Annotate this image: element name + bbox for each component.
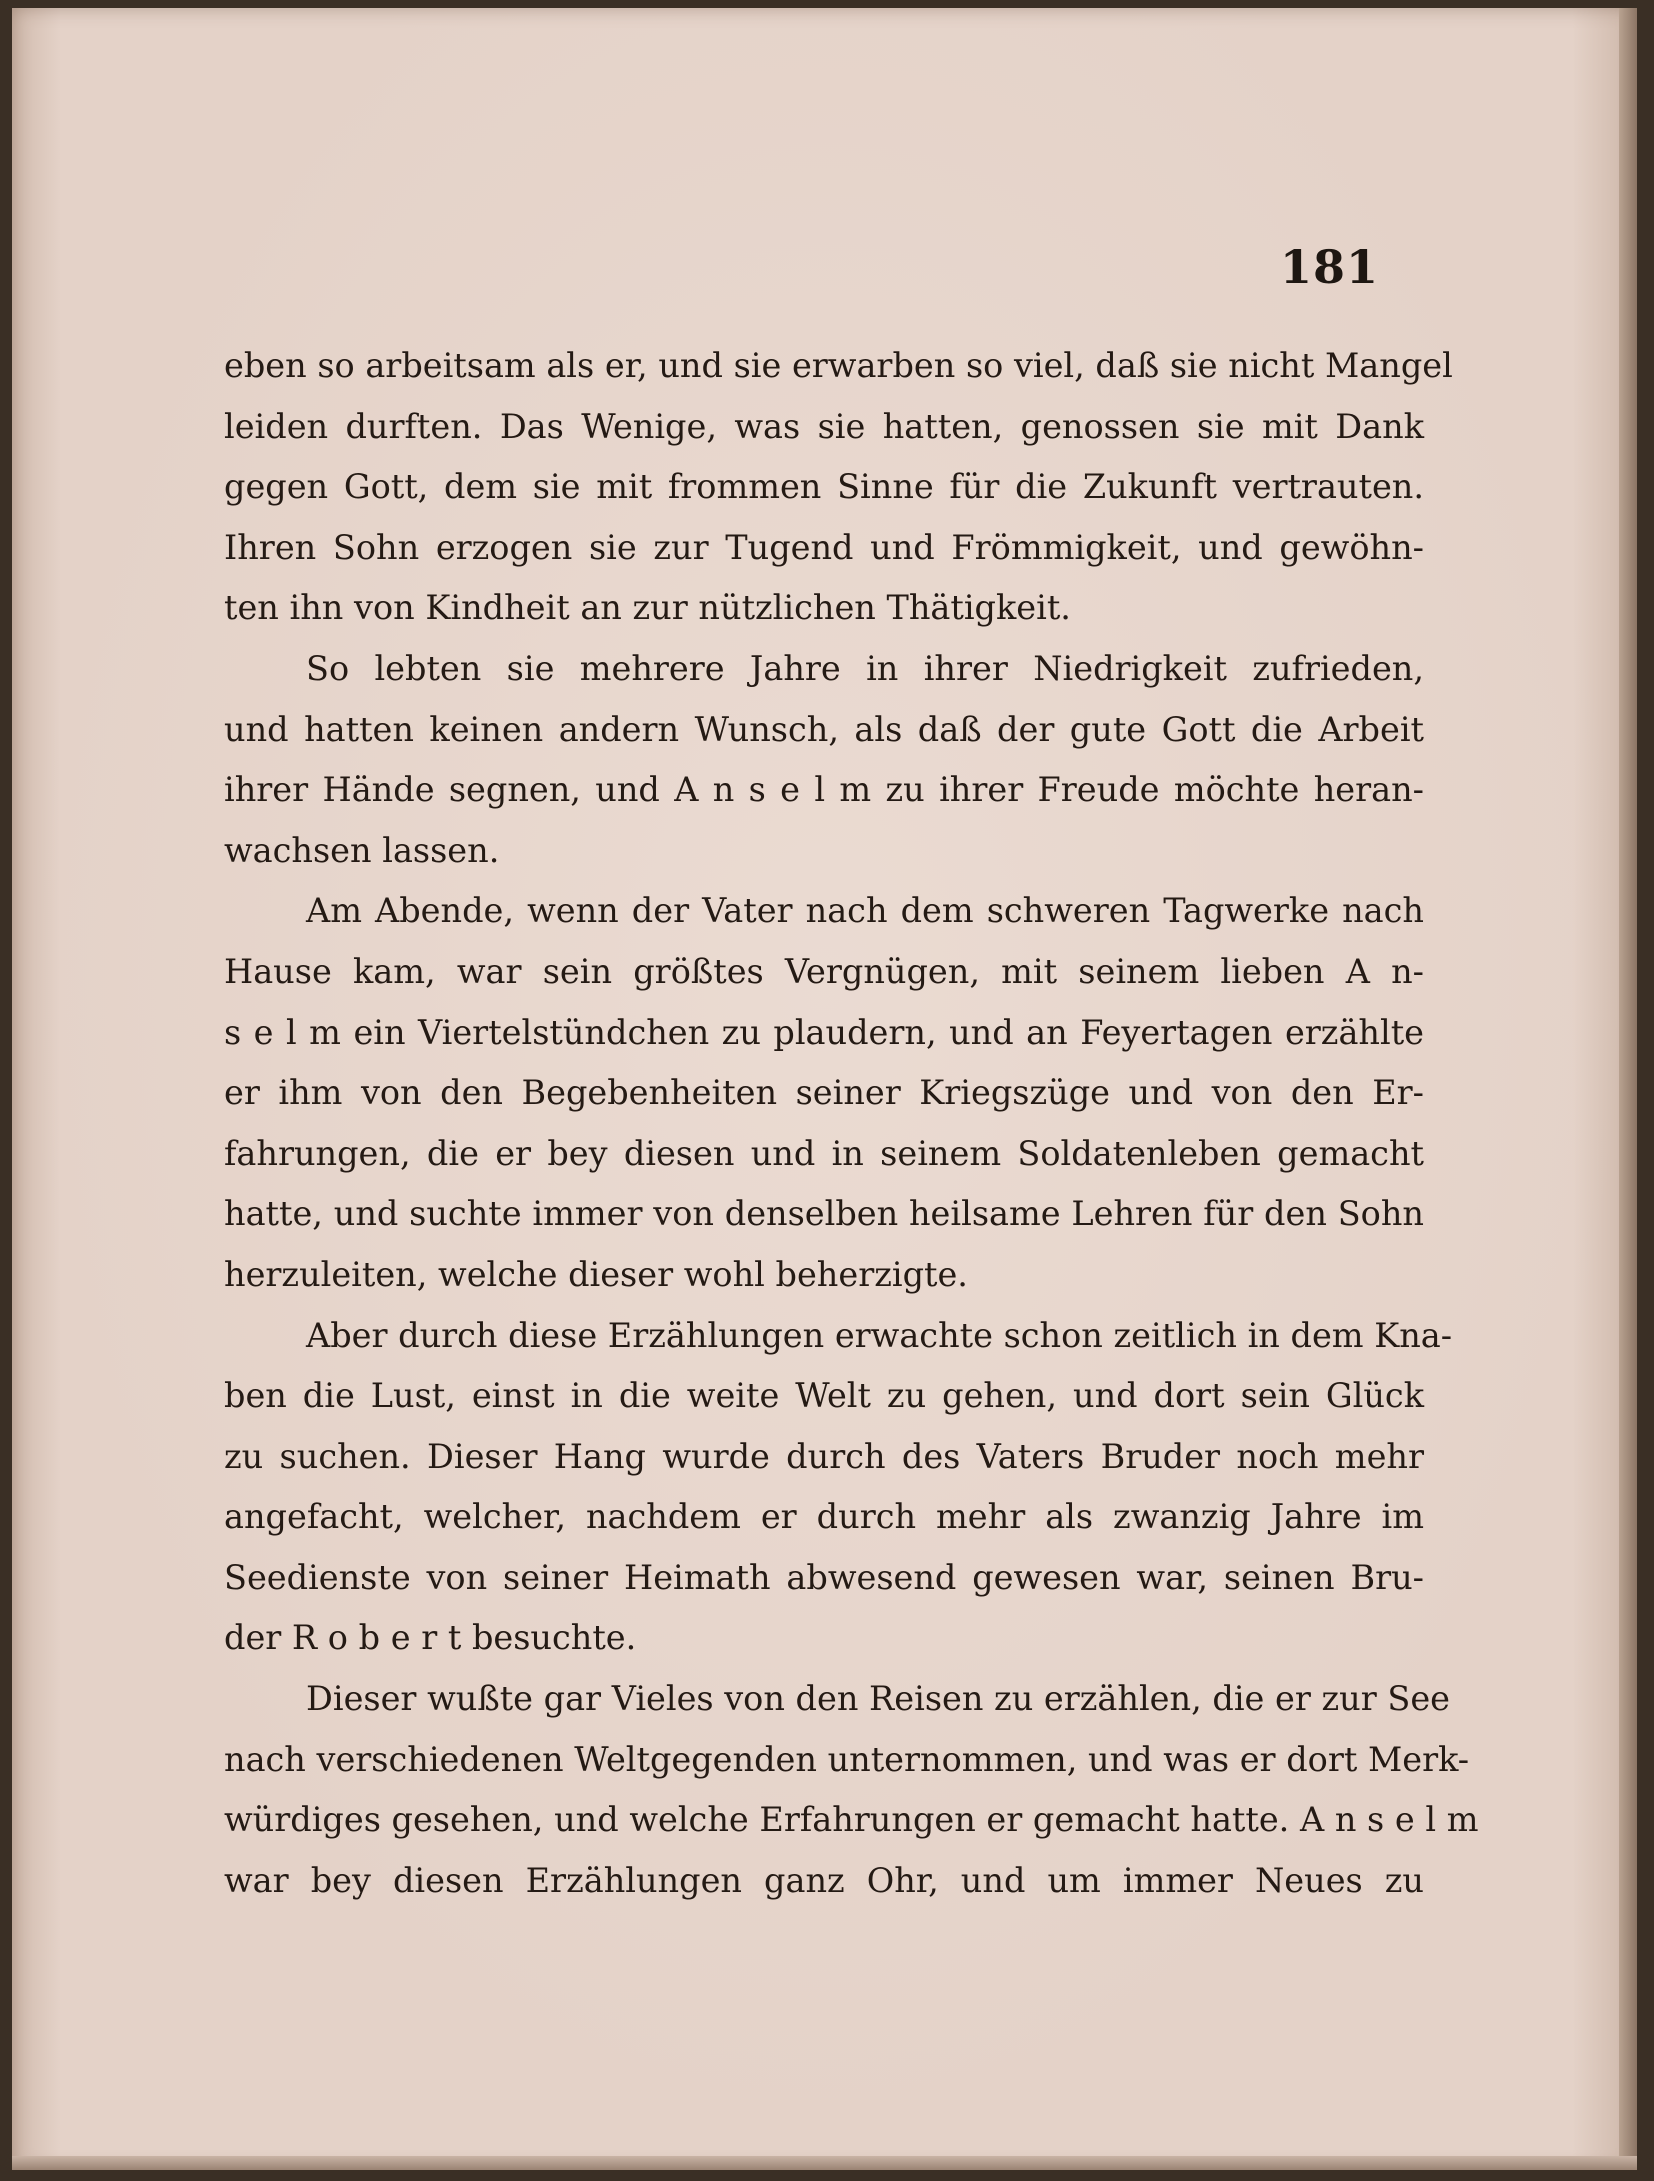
text-line: nach verschiedenen Weltgegenden unternommen, und was er dort Merk- bbox=[224, 1739, 1470, 1779]
text-line: gegen Gott, dem sie mit frommen Sinne für die Zukunft vertrauten. bbox=[224, 467, 1424, 507]
text-line: ben die Lust, einst in die weite Welt zu gehen, und dort sein Glück bbox=[224, 1376, 1424, 1416]
text-line: s e l m ein Viertelstündchen zu plaudern, und an Feyertagen erzählte bbox=[224, 1012, 1424, 1052]
text-line: So lebten sie mehrere Jahre in ihrer Niedrigkeit zufrieden, bbox=[306, 648, 1424, 688]
text-line: fahrungen, die er bey diesen und in seinem Soldatenleben gemacht bbox=[224, 1133, 1424, 1173]
text-line: Am Abende, wenn der Vater nach dem schweren Tagwerke nach bbox=[306, 891, 1424, 931]
text-line: der R o b e r t besuchte. bbox=[224, 1618, 637, 1658]
paragraph-1 bbox=[224, 336, 1453, 639]
text-line: ten ihn von Kindheit an zur nützlichen Thätigkeit. bbox=[224, 588, 1071, 628]
paragraph-3 bbox=[224, 881, 1424, 1305]
text-line: eben so arbeitsam als er, und sie erwarben so viel, daß sie nicht Mangel bbox=[224, 346, 1453, 385]
text-line: er ihm von den Begebenheiten seiner Kriegszüge und von den Er- bbox=[224, 1073, 1424, 1113]
paragraph-4 bbox=[224, 1306, 1453, 1670]
text-line: Seedienste von seiner Heimath abwesend gewesen war, seinen Bru- bbox=[224, 1557, 1424, 1597]
text-line: hatte, und suchte immer von denselben heilsame Lehren für den Sohn bbox=[224, 1194, 1424, 1234]
book-page bbox=[12, 8, 1637, 2170]
text-line: zu suchen. Dieser Hang wurde durch des Vaters Bruder noch mehr bbox=[224, 1436, 1424, 1476]
page-edge-right bbox=[1619, 8, 1637, 2170]
text-line: angefacht, welcher, nachdem er durch mehr als zwanzig Jahre im bbox=[224, 1497, 1424, 1537]
page-number: 181 bbox=[1279, 240, 1379, 294]
text-line: würdiges gesehen, und welche Erfahrungen er gemacht hatte. A n s e l m bbox=[224, 1800, 1479, 1840]
text-line: herzuleiten, welche dieser wohl beherzigte. bbox=[224, 1254, 968, 1294]
text-line: Aber durch diese Erzählungen erwachte schon zeitlich in dem Kna- bbox=[306, 1315, 1453, 1355]
text-line: Hause kam, war sein größtes Vergnügen, mit seinem lieben A n- bbox=[224, 951, 1424, 991]
text-line: und hatten keinen andern Wunsch, als daß der gute Gott die Arbeit bbox=[224, 709, 1424, 749]
text-line: ihrer Hände segnen, und A n s e l m zu ihrer Freude möchte heran- bbox=[224, 770, 1424, 810]
paragraph-5 bbox=[224, 1669, 1479, 1911]
body-text bbox=[224, 336, 1479, 1911]
page-edge-bottom bbox=[12, 2156, 1637, 2170]
text-line: Ihren Sohn erzogen sie zur Tugend und Frömmigkeit, und gewöhn- bbox=[224, 527, 1424, 567]
paragraph-2 bbox=[224, 639, 1424, 881]
text-line: war bey diesen Erzählungen ganz Ohr, und um immer Neues zu bbox=[224, 1860, 1424, 1900]
text-line: leiden durften. Das Wenige, was sie hatten, genossen sie mit Dank bbox=[224, 406, 1424, 446]
text-line: Dieser wußte gar Vieles von den Reisen zu erzählen, die er zur See bbox=[306, 1679, 1450, 1719]
text-line: wachsen lassen. bbox=[224, 830, 500, 870]
